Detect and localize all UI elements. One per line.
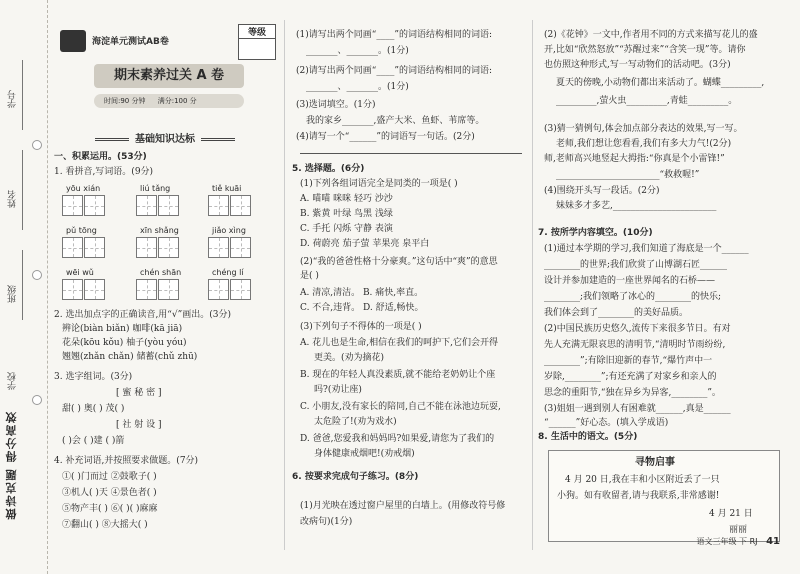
writing-grid[interactable] — [230, 279, 251, 300]
writing-grid[interactable] — [230, 237, 251, 258]
notice-title: 寻物启事 — [635, 457, 675, 468]
c2-line: 我的家乡_______,盛产大米、鱼虾、苇席等。 — [306, 116, 485, 126]
question-7: 7. 按所学内容填空。(10分) — [538, 228, 653, 238]
punch-hole-icon — [32, 395, 42, 405]
motto: 做诗克题 得分高效 — [5, 410, 18, 520]
q7-line: 我们体会到了________的美好品质。 — [544, 308, 689, 318]
series-name: 海淀单元测试AB卷 — [92, 37, 169, 47]
q6-1: (1)月光映在透过窗户屋里的白墙上。(用修改符号修 — [300, 501, 506, 511]
question-4: 4. 补充词语,并按照要求做题。(7分) — [54, 456, 199, 466]
part1-heading: 一、积累运用。(53分) — [54, 152, 147, 162]
q7-line: ________;我们领略了冰心的________的快乐; — [544, 292, 722, 302]
writing-grid[interactable] — [136, 195, 157, 216]
question-8: 8. 生活中的语文。(5分) — [538, 432, 638, 442]
bind-line — [22, 60, 23, 130]
answer-line[interactable] — [300, 153, 522, 154]
q4-line: ⑦翻山( ) ⑧大摇大( ) — [62, 520, 148, 530]
field-student-id: 学号 — [8, 90, 18, 108]
c2-line: (3)选词填空。(1分) — [296, 100, 376, 110]
q5-option-cont: 吗?(劝让座) — [314, 385, 362, 395]
q7-line: (3)姐姐一遇到别人有困难就______,真是______ — [544, 404, 731, 414]
q5-option[interactable]: C. 不合,违背。 D. 舒适,畅快。 — [300, 303, 424, 313]
full-score: 满分:100 分 — [157, 97, 197, 105]
c3-line: _______________________“救救喔!” — [556, 170, 700, 180]
notice-body: 小狗。如有收留者,请与我联系,非常感谢! — [557, 491, 720, 501]
notice-signature: 丽丽 — [729, 525, 748, 535]
q3-char-group: [ 社 射 设 ] — [116, 420, 162, 430]
exam-header — [54, 22, 280, 118]
question-6: 6. 按要求完成句子练习。(8分) — [292, 472, 419, 482]
binding-strip — [0, 0, 48, 574]
c3-line: (3)猜一猜例句,体会加点部分表达的效果,写一写。 — [544, 124, 743, 134]
q5-3: (3)下列句子不得体的一项是( ) — [300, 322, 422, 332]
writing-grid[interactable] — [158, 279, 179, 300]
c3-line: _________,萤火虫_________,青蛙_________。 — [556, 96, 738, 106]
q5-2b: 是( ) — [300, 271, 319, 281]
writing-grid[interactable] — [158, 195, 179, 216]
writing-grid[interactable] — [230, 195, 251, 216]
q7-line: (2)中国民族历史悠久,流传下来很多节日。有对 — [544, 324, 731, 334]
question-1: 1. 看拼音,写词语。(9分) — [54, 167, 154, 177]
q7-line: “______”好心态。(填入学成语) — [544, 418, 669, 428]
q5-option-cont: 更美。(劝为摘花) — [314, 353, 385, 363]
lost-notice — [548, 450, 780, 542]
field-class: 班级 — [8, 285, 18, 303]
writing-grid[interactable] — [62, 237, 83, 258]
c3-line: (2)《花钟》一文中,作者用不同的方式来描写花儿的盛 — [544, 30, 758, 40]
punch-hole-icon — [32, 270, 42, 280]
q2-line: 翘翘(zhǎn chǎn) 储蓄(chǔ zhū) — [62, 352, 198, 362]
exam-page: 学号 姓名 班级 学校 做诗克题 得分高效 海淀单元测试AB卷 等级 期末素养过关 A 卷 时间:90 分钟 满分:100 分 基础知识达标 一、积累运用。(53分) 1. 看拼音,写词语。(9分) yōu xián liú tǎng tiě kuāi pǔ tōng xīn shǎng jiǎo xìng wēi wǔ chén shān chéng lí 2. 选出加点字的正确读音,用“√”画出。(3分) 辨论(biàn biǎn) 咖啡(kā jiā) 花朵(kōu kǒu) 柚子(yòu yóu) 翘翘(zhǎn chǎn) 储蓄(chǔ zhū) 3. 选字组词。(3分) [ 蜜 秘 密 ] 甜( ) 奥( ) 茂( ) [ 社 射 设 ] ( )会 ( )建 ( )箭 4. 补充词语,并按照要求做题。(7分) ①( )门而过 ②鼓歌子( ) ③机人( )天 ④景色者( ) ⑤物产丰( ) ⑥( )( )麻麻 ⑦翻山( ) ⑧大摇大( ) (1)请写出两个同画“____”的词语结构相同的词语: _______、_______。(1分) (2)请写出两个同画“____”的词语结构相同的词语: _______、_______。(1分) (3)选词填空。(1分) 我的家乡_______,盛产大米、鱼虾、苇席等。 (4)请写一个“______”的词语写一句话。(2分) 5. 选择题。(6分) (1)下列各组词语完全是同类的一项是( ) A. 喵喵 咪咪 轻巧 沙沙 B. 紫黄 叶绿 鸟黑 浅绿 C. 手托 闪烁 守静 表演 D. 荷蔚亮 茄子萤 苹果亮 泉平白 (2)“我的爸爸性格十分豪爽。”这句话中“爽”的意思 是( ) A. 清凉,清洁。 B. 痛快,率直。 C. 不合,违背。 D. 舒适,畅快。 (3)下列句子不得体的一项是( ) A. 花儿也是生命,相信在我们的呵护下,它们会开得 更美。(劝为摘花) B. 现在的年轻人真没素质,就不能给老奶奶让个座 吗?(劝让座) C. 小朋友,没有家长的陪同,自己不能在泳池边玩耍, 太危险了!(劝为戏水) D. 爸爸,您爱我和妈妈吗?如果爱,请您为了我们的 身体健康戒烟吧!(劝戒烟) 6. 按要求完成句子练习。(8分) (1)月光映在透过窗户屋里的白墙上。(用修改符号修 改病句)(1分) (2)《花钟》一文中,作者用不同的方式来描写花儿的盛 开,比如“欣然怒放”“苏醒过来”“含笑一现”等。请你 也仿照这种形式,写一写动物们的活动吧。(3分) 夏天的傍晚,小动物们都出来活动了。蝴蝶_________, _________,萤火虫_________,青蛙_________。 (3)猜一猜例句,体会加点部分表达的效果,写一写。 老师,我们想让您看看,我们有多大力气!(2分) 师,老师高兴地竖起大拇指:“你真是个小雷锋!” _______________________“救救喔!” (4)围绕开头写一段话。(2分) 妹妹多才多艺,_______________________ 7. 按所学内容填空。(10分) (1)通过本学期的学习,我们知道了海底是一个______ ________的世界;我们欣赏了山博湖石匠______ 设计并参加建造的一座世界闻名的石桥—— ________;我们领略了冰心的________的快乐; 我们体会到了________的美好品质。 (2)中国民族历史悠久,流传下来很多节日。有对 先人充满无限哀思的清明节,“清明时节雨纷纷, ________”;有除旧迎新的春节,“爆竹声中一 岁除,________”;有还充满了对家乡和亲人的 思念的重阳节,“独在异乡为异客,________”。 (3)姐姐一遇到别人有困难就______,真是______ “______”好心态。(填入学成语) 8. 生活中的语文。(5分) 寻物启事 4 月 20 日,我在丰和小区附近丢了一只 小狗。如有收留者,请与我联系,非常感谢! 4 月 21 日 丽丽 语文三年级 下 RJ 41 — [0, 0, 800, 574]
q5-option[interactable]: C. 手托 闪烁 守静 表演 — [300, 224, 393, 234]
writing-grid[interactable] — [208, 237, 229, 258]
q4-line: ①( )门而过 ②鼓歌子( ) — [62, 472, 157, 482]
column-divider — [532, 20, 533, 550]
field-name: 姓名 — [8, 190, 18, 208]
writing-grid[interactable] — [136, 237, 157, 258]
notice-body: 4 月 20 日,我在丰和小区附近丢了一只 — [565, 475, 720, 485]
page-footer — [697, 536, 780, 547]
c2-line: _______、_______。(1分) — [306, 46, 409, 56]
q7-line: 先人充满无限哀思的清明节,“清明时节雨纷纷, — [544, 340, 726, 350]
q4-line: ⑤物产丰( ) ⑥( )( )麻麻 — [62, 504, 158, 514]
q5-option-cont: 身体健康戒烟吧!(劝戒烟) — [314, 449, 415, 459]
c2-line: (4)请写一个“______”的词语写一句话。(2分) — [296, 132, 475, 142]
exam-meta — [94, 94, 244, 108]
q7-line: ________的世界;我们欣赏了山博湖石匠______ — [544, 260, 728, 270]
bind-line — [22, 150, 23, 230]
q2-line: 花朵(kōu kǒu) 柚子(yòu yóu) — [62, 338, 187, 348]
c2-line: _______、_______。(1分) — [306, 82, 409, 92]
field-school: 学校 — [8, 372, 18, 390]
q5-2: (2)“我的爸爸性格十分豪爽。”这句话中“爽”的意思 — [300, 257, 498, 267]
column-divider — [284, 20, 285, 550]
q5-option-cont: 太危险了!(劝为戏水) — [314, 417, 397, 427]
punch-hole-icon — [32, 140, 42, 150]
c3-line: 开,比如“欣然怒放”“苏醒过来”“含笑一现”等。请你 — [544, 45, 746, 55]
q3-char-group: [ 蜜 秘 密 ] — [116, 388, 162, 398]
q7-line: 岁除,________”;有还充满了对家乡和亲人的 — [544, 372, 717, 382]
page-number: 41 — [766, 536, 780, 547]
q3-line: ( )会 ( )建 ( )箭 — [62, 436, 125, 446]
c3-line: 也仿照这种形式,写一写动物们的活动吧。(3分) — [544, 60, 731, 70]
c3-line: (4)围绕开头写一段话。(2分) — [544, 186, 660, 196]
writing-grid[interactable] — [84, 279, 105, 300]
series-logo-icon — [60, 30, 86, 52]
q7-line: (1)通过本学期的学习,我们知道了海底是一个______ — [544, 244, 749, 254]
q4-line: ③机人( )天 ④景色者( ) — [62, 488, 157, 498]
c2-line: (2)请写出两个同画“____”的词语结构相同的词语: — [296, 66, 492, 76]
bind-line — [22, 250, 23, 320]
writing-grid[interactable] — [208, 279, 229, 300]
grade-label: 等级 — [239, 25, 275, 39]
writing-grid[interactable] — [62, 195, 83, 216]
writing-grid[interactable] — [84, 195, 105, 216]
q7-line: ________”;有除旧迎新的春节,“爆竹声中一 — [544, 356, 713, 366]
q5-option[interactable]: B. 紫黄 叶绿 鸟黑 浅绿 — [300, 209, 393, 219]
writing-grid[interactable] — [84, 237, 105, 258]
footer-subject: 语文三年级 下 RJ — [696, 537, 758, 546]
writing-grid[interactable] — [62, 279, 83, 300]
q5-option[interactable]: D. 爸爸,您爱我和妈妈吗?如果爱,请您为了我们的 — [300, 434, 495, 444]
q5-option[interactable]: C. 小朋友,没有家长的陪同,自己不能在泳池边玩耍, — [300, 402, 501, 412]
q5-option[interactable]: A. 花儿也是生命,相信在我们的呵护下,它们会开得 — [300, 338, 498, 348]
writing-grid[interactable] — [136, 279, 157, 300]
time-limit: 时间:90 分钟 — [104, 97, 146, 105]
c2-line: (1)请写出两个同画“____”的词语结构相同的词语: — [296, 30, 492, 40]
page-title: 期末素养过关 A 卷 — [94, 64, 244, 88]
q5-1: (1)下列各组词语完全是同类的一项是( ) — [300, 179, 458, 189]
q3-line: 甜( ) 奥( ) 茂( ) — [62, 404, 125, 414]
q5-option[interactable]: D. 荷蔚亮 茄子萤 苹果亮 泉平白 — [300, 239, 430, 249]
section-heading: 基础知识达标 — [60, 130, 270, 145]
question-3: 3. 选字组词。(3分) — [54, 372, 133, 382]
q7-line: 设计并参加建造的一座世界闻名的石桥—— — [544, 276, 716, 286]
q2-line: 辨论(biàn biǎn) 咖啡(kā jiā) — [62, 324, 183, 334]
q5-option[interactable]: A. 喵喵 咪咪 轻巧 沙沙 — [300, 194, 393, 204]
question-2: 2. 选出加点字的正确读音,用“√”画出。(3分) — [54, 310, 231, 320]
question-5: 5. 选择题。(6分) — [292, 164, 365, 174]
c3-line: 老师,我们想让您看看,我们有多大力气!(2分) — [556, 139, 732, 149]
writing-grid[interactable] — [158, 237, 179, 258]
q6-1b: 改病句)(1分) — [300, 517, 353, 527]
c3-line: 妹妹多才多艺,_______________________ — [556, 201, 717, 211]
c3-line: 夏天的傍晚,小动物们都出来活动了。蝴蝶_________, — [556, 78, 765, 88]
q5-option[interactable]: A. 清凉,清洁。 B. 痛快,率直。 — [300, 288, 424, 298]
q5-option[interactable]: B. 现在的年轻人真没素质,就不能给老奶奶让个座 — [300, 370, 496, 380]
writing-grid[interactable] — [208, 195, 229, 216]
notice-date: 4 月 21 日 — [709, 509, 753, 519]
c3-line: 师,老师高兴地竖起大拇指:“你真是个小雷锋!” — [544, 154, 725, 164]
grade-box — [238, 24, 276, 60]
q7-line: 思念的重阳节,“独在异乡为异客,________”。 — [544, 388, 721, 398]
